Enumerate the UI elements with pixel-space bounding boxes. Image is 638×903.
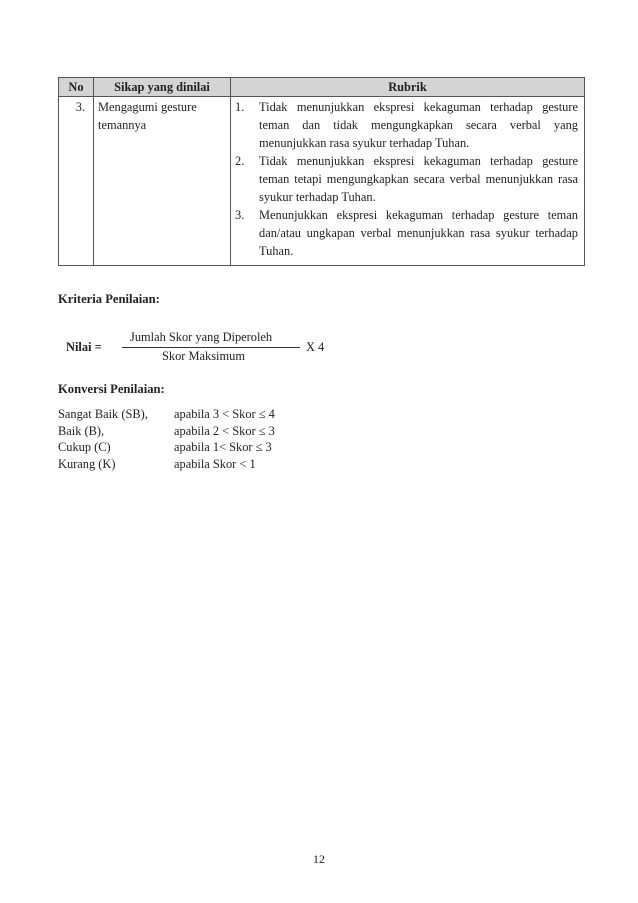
konversi-rule: apabila Skor < 1: [174, 456, 256, 471]
header-sikap: Sikap yang dinilai: [94, 78, 231, 97]
list-item: [58, 439, 275, 456]
rubrik-item: [235, 152, 578, 206]
konversi-rule: apabila 1< Skor ≤ 3: [174, 440, 272, 454]
konversi-label: Kurang (K): [58, 456, 116, 471]
konversi-rule: apabila 2 < Skor ≤ 3: [174, 423, 275, 438]
rubric-table: [58, 77, 585, 266]
fraction-line: [122, 347, 300, 348]
rubrik-item: [235, 98, 578, 152]
rubrik-item-text: Tidak menunjukkan ekspresi kekaguman terhadap gesture teman dan tidak mengungkapkan secara verbal yang menunjukkan rasa syukur terhadap Tuhan.: [259, 100, 578, 150]
rubrik-item-number: 3.: [235, 208, 245, 222]
page-number: 12: [313, 852, 325, 866]
list-item: [58, 456, 275, 473]
table-header: [59, 78, 585, 97]
row-number: 3.: [59, 97, 94, 266]
rubrik-item: [235, 206, 578, 260]
kriteria-title: Kriteria Penilaian:: [58, 292, 160, 306]
rubrik-item-text: Menunjukkan ekspresi kekaguman terhadap gesture teman dan/atau ungkapan verbal menunjukkan rasa syukur terhadap Tuhan.: [259, 208, 578, 258]
nilai-label: Nilai =: [66, 340, 102, 354]
table-row: [59, 97, 585, 266]
list-item: [58, 423, 275, 440]
konversi-title: Konversi Penilaian:: [58, 382, 165, 396]
multiplier: X 4: [306, 340, 325, 354]
header-no: No: [59, 78, 94, 97]
konversi-label: Cukup (C): [58, 440, 111, 454]
konversi-rule: apabila 3 < Skor ≤ 4: [174, 407, 275, 421]
table-body: [59, 97, 585, 266]
rubrik-item-text: Tidak menunjukkan ekspresi kekaguman terhadap gesture teman tetapi mengungkapkan secara verbal menunjukkan rasa syukur terhadap Tuhan.: [259, 154, 578, 204]
rubrik-item-number: 2.: [235, 154, 245, 168]
header-rubrik: Rubrik: [231, 78, 585, 97]
list-item: [58, 406, 275, 423]
konversi-list: [58, 406, 275, 472]
row-sikap: Mengagumi gesture temannya: [94, 97, 231, 266]
fraction-numerator: Jumlah Skor yang Diperoleh: [130, 330, 273, 344]
rubrik-item-number: 1.: [235, 100, 245, 114]
table-header-row: [59, 78, 585, 97]
konversi-label: Sangat Baik (SB),: [58, 407, 148, 421]
row-rubrik: [231, 97, 585, 266]
konversi-label: Baik (B),: [58, 423, 105, 438]
fraction-denominator: Skor Maksimum: [162, 349, 245, 363]
